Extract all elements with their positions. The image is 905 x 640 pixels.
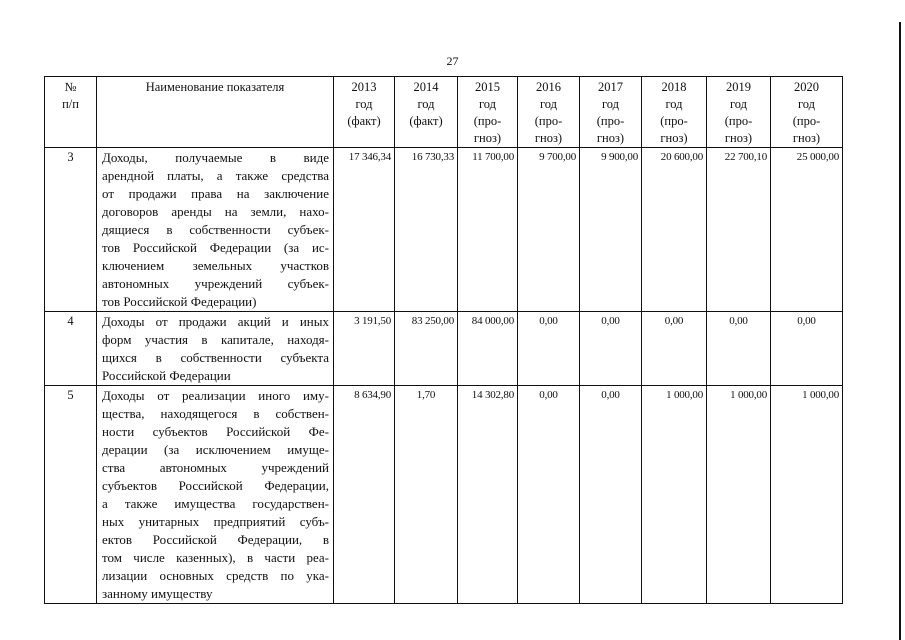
value-cell-2019: 22 700,10 [707,148,771,312]
header-year-3 [395,77,458,148]
header-line: 2017 [598,80,623,94]
table-row [45,386,843,604]
value-cell-2016: 0,00 [518,386,580,604]
header-line: 2018 [661,80,687,94]
header-line: п/п [62,97,79,111]
header-line: 2015 [475,80,500,94]
header-line: год [601,97,620,111]
header-line: гноз) [596,131,625,145]
header-year-5 [518,77,580,148]
indicator-name-line: лизации основных средств по ука- [102,568,329,583]
header-line: 2020 [794,80,819,94]
indicator-name-line: дящиеся в собственности субъек- [102,222,329,237]
header-line: (про- [660,114,688,128]
header-line: (факт) [409,114,443,128]
header-line: гноз) [724,131,753,145]
header-line: (факт) [347,114,381,128]
value-cell-2018: 20 600,00 [642,148,707,312]
value-cell-2019: 0,00 [707,312,771,386]
indicator-name-line: Российской Федерации [102,368,231,383]
indicator-name-line: ектов Российской Федерации, в [102,532,329,547]
indicator-name-line: дерации (за исключением имуще- [102,442,329,457]
header-line: год [355,97,373,111]
header-line: 2019 [726,80,751,94]
value-cell-2014: 1,70 [395,386,458,604]
value-cell-2016: 0,00 [518,312,580,386]
scan-edge-line [899,22,901,640]
header-line: (про- [534,114,563,128]
indicator-name-line: субъектов Российской Федерации, [102,478,329,493]
header-year-7 [642,77,707,148]
header-line: гноз) [660,131,688,145]
header-line: (про- [792,114,821,128]
value-cell-2020: 0,00 [771,312,843,386]
header-year-6 [580,77,642,148]
indicator-name [97,386,334,604]
header-line: гноз) [792,131,821,145]
indicator-name-line: форм участия в капитале, находя- [102,332,329,347]
value-cell-2013: 3 191,50 [334,312,395,386]
indicator-name-line: ности субъектов Российской Фе- [102,424,329,439]
row-number: 4 [45,312,97,386]
value-cell-2020: 25 000,00 [771,148,843,312]
header-line: 2016 [536,80,561,94]
indicator-name-line: тов Российской Федерации (за ис- [102,240,329,255]
header-indicator-name [97,77,334,148]
indicator-name [97,148,334,312]
indicator-name-line: щихся в собственности субъекта [102,350,329,365]
header-line: Наименование показателя [145,80,285,94]
value-cell-2017: 9 900,00 [580,148,642,312]
value-cell-2020: 1 000,00 [771,386,843,604]
header-line: № [64,80,77,94]
header-line: 2013 [351,80,377,94]
value-cell-2013: 17 346,34 [334,148,395,312]
indicator-name-line: занному имуществу [102,586,213,601]
table-row [45,148,843,312]
header-line: гноз) [534,131,563,145]
indicator-name-line: том числе казенных), в части реа- [102,550,329,565]
header-line: год [539,97,558,111]
row-number: 5 [45,386,97,604]
header-line: год [729,97,748,111]
row-number: 3 [45,148,97,312]
value-cell-2013: 8 634,90 [334,386,395,604]
value-cell-2019: 1 000,00 [707,386,771,604]
indicator-name-line: Доходы от продажи акций и иных [102,314,329,329]
header-line: (про- [596,114,625,128]
indicator-name-line: ных унитарных предприятий субъ- [102,514,329,529]
header-year-8 [707,77,771,148]
indicator-name-line: от продажи права на заключение [102,186,329,201]
header-line: год [417,97,435,111]
value-cell-2015: 11 700,00 [458,148,518,312]
header-line: год [665,97,683,111]
header-year-9 [771,77,843,148]
header-year-4 [458,77,518,148]
value-cell-2018: 1 000,00 [642,386,707,604]
indicator-name-line: Доходы от реализации иного иму- [102,388,329,403]
header-row-number [45,77,97,148]
table-header-row [45,77,843,148]
header-line: год [478,97,497,111]
value-cell-2015: 84 000,00 [458,312,518,386]
value-cell-2017: 0,00 [580,386,642,604]
header-line: 2014 [413,80,439,94]
header-line: (про- [473,114,502,128]
table-row [45,312,843,386]
header-year-2 [334,77,395,148]
header-line: гноз) [473,131,502,145]
indicator-name-line: Доходы, получаемые в виде [102,150,329,165]
indicator-name [97,312,334,386]
header-line: (про- [724,114,753,128]
revenue-forecast-table [44,76,843,604]
value-cell-2016: 9 700,00 [518,148,580,312]
value-cell-2014: 16 730,33 [395,148,458,312]
indicator-name-line: договоров аренды на земли, нахо- [102,204,329,219]
indicator-name-line: ключением земельных участков [102,258,329,273]
indicator-name-line: автономных учреждений субъек- [102,276,329,291]
value-cell-2014: 83 250,00 [395,312,458,386]
indicator-name-line: арендной платы, а также средства [102,168,329,183]
indicator-name-line: тов Российской Федерации) [102,294,257,309]
indicator-name-line: а также имущества государствен- [102,496,329,511]
value-cell-2015: 14 302,80 [458,386,518,604]
value-cell-2017: 0,00 [580,312,642,386]
header-line: год [797,97,816,111]
indicator-name-line: ства автономных учреждений [102,460,329,475]
page-number: 27 [446,54,459,68]
indicator-name-line: щества, находящегося в собствен- [102,406,329,421]
value-cell-2018: 0,00 [642,312,707,386]
